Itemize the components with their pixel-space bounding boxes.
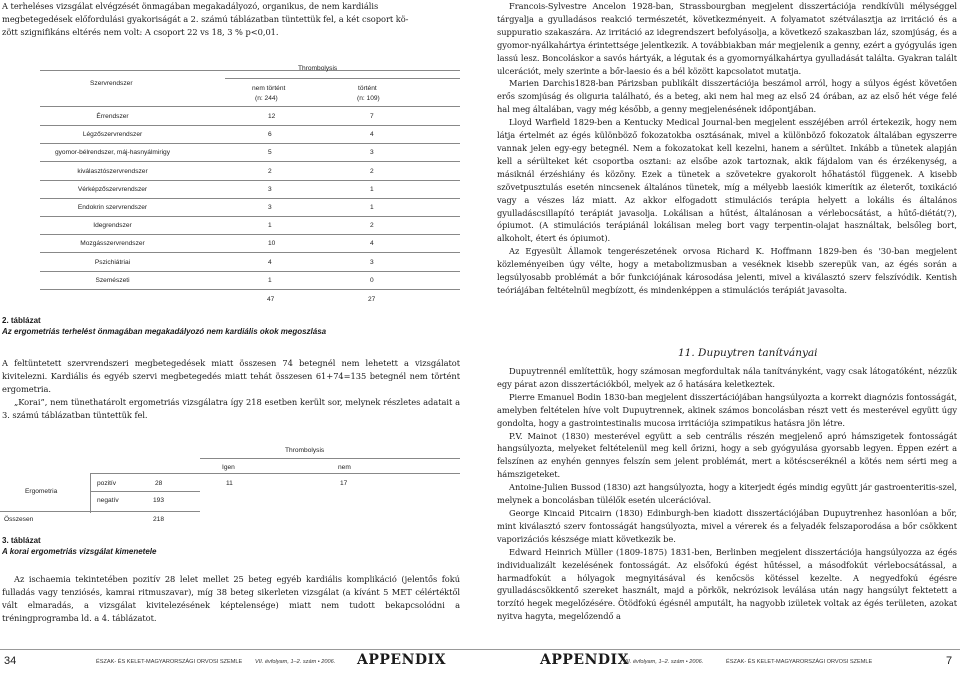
table2-row-not-done: 5 [268,149,272,157]
table2-row-rule [40,143,460,144]
page-number-right: 7 [946,655,953,667]
table2-row-label: Pszichiátriai [94,258,131,266]
table2-group-thrombolysis: Thrombolysis [298,65,338,72]
table2-row-not-done: 3 [268,185,272,193]
table2-row-not-done: 1 [268,276,272,284]
table3-col-no: nem [338,464,351,471]
table3-row-negative: negatív [97,497,119,504]
right-paragraph-8: Antoine-Julien Bussod (1830) azt hangsúlyozta, hogy a kiterjedt égés mindig együtt jár gastroenteritis-szel, melynek a boncolásban tülélők esetén ulcerációval. [497,482,957,506]
table2-row-label: Érrendszer [96,113,129,120]
footer-issue-right: VII. évfolyam, 1–2. szám • 2006. [623,659,704,665]
table2-row-label: Endokrin szervrendszer [77,204,148,211]
right-paragraph-2: Marien Darchis1828-ban Párizsban publikált disszertációja beszámol arról, hogy a súlyos égést követően erős szomjúság és oliguria található, és a beteg, aki nem hal meg az első 24 órában, az az első hét vége felé hal meg általában, vagy még később, a genny megjelenésének időpontjában. [497,78,957,115]
table2-row-rule [40,271,460,272]
table2-row-label: gyomor-bélrendszer, máj-hasnyálmirigy [54,149,171,157]
table2-row-done: 7 [370,113,374,120]
right-column-part-2 [497,365,957,623]
table2-row-label: kiválasztószervrendszer [77,167,148,175]
table2-row-rule [40,180,460,181]
table3-caption-number: 3. táblázat [2,536,41,545]
table3-pos-no: 17 [340,480,348,487]
footer-issue-left: VII. évfolyam, 1–2. szám • 2006. [255,659,336,665]
table2-row-done: 1 [370,185,374,193]
table-3 [0,440,460,532]
table2-col-not-done-n: (n: 244) [255,95,278,102]
table3-pos-total: 28 [155,480,163,487]
table2-row-rule [40,289,460,290]
table2-col-not-done: nem történt [252,85,286,92]
table2-row-done: 4 [370,240,374,248]
intro-paragraph [2,0,460,39]
table2-row-not-done: 1 [268,222,272,230]
table3-group-thrombolysis: Thrombolysis [285,447,325,454]
table2-col-system: Szervrendszer [90,80,133,87]
table3-caption-title: A korai ergometriás vizsgálat kimenetele [2,547,157,556]
middle-paragraph-2: „Korai”, nem tünethatárolt ergometriás vizsgálatra így 218 esetben került sor, melynek részletes adatait a 3. számú táblázatban tüntettük fel. [2,396,460,420]
table2-total-b: 27 [368,296,376,303]
table2-row-label: Légzőszervrendszer [82,131,143,139]
footer-journal-right: ÉSZAK- ÉS KELET-MAGYARORSZÁGI ORVOSI SZEMLE [726,659,873,665]
table3-col-yes: Igen [222,464,235,471]
table2-row-label: Vérképzőszervrendszer [77,185,148,193]
table2-row-done: 1 [370,204,374,211]
table2-row-rule [40,216,460,217]
table3-row-group: Ergometria [25,488,58,495]
intro-line-2: megbetegedések előfordulási gyakoriságát a 2. számú táblázatban tüntettük fel, a két csoport kö- [2,13,409,24]
intro-line-1: A terheléses vizsgálat elvégzését önmagában megakadályozó, organikus, de nem kardiális [2,1,379,11]
table2-row-done: 3 [370,258,374,266]
intro-line-3: zött szignifikáns eltérés nem volt: A csoport 22 vs 18, 3 % p<0,01. [2,26,279,37]
table2-row-rule [40,198,460,199]
table3-sum-label: Összesen [4,516,34,523]
table2-row-not-done: 3 [268,204,272,211]
table2-row-label: Szemészeti [95,276,130,284]
right-paragraph-5: Dupuytrennél említettük, hogy számosan megfordultak nála tanítványként, vagy csak látogatóként, nézzük egy párat azon disszertációkból, melyek az ő hatására keletkeztek. [497,366,957,389]
right-column-part-1 [497,0,957,297]
table2-row-not-done: 6 [268,131,272,139]
table2-row-rule [40,252,460,253]
right-paragraph-6: Pierre Emanuel Bodin 1830-ban megjelent disszertációjában hangsúlyozta a korrekt diagnózis fontosságát, amelyben feltételen híve volt Dupuytrennek, akinek számos boncolásban részt vett és mesterével együtt úgy gondolta, hogy a gastrointestinalis mucosa irritációja szimpatikus hatásra jön létre. [497,391,957,428]
table2-row-done: 3 [370,149,374,157]
table3-neg-total: 193 [153,497,165,504]
table2-row-not-done: 12 [268,113,276,120]
table2-total-a: 47 [267,296,275,303]
table2-row-done: 0 [370,276,374,284]
table2-row-rule [40,125,460,126]
table2-row-done: 2 [370,167,374,175]
table2-col-done-n: (n: 109) [357,95,380,102]
middle-paragraph-1: A feltüntetett szervrendszeri megbetegedések miatt összesen 74 betegnél nem lehetett a vizsgálatot kivitelezni. Kardiális és egyéb szervi megbetegedés miatt tehát összesen 61+74=135 betegnél nem történt ergometria. [2,358,460,394]
page-number-left: 34 [4,655,17,667]
appendix-logo-right: APPENDIX [540,652,629,668]
table2-col-done: történt [358,85,377,92]
table2-row-label: Mozgásszervrendszer [80,240,145,248]
section-heading: 11. Dupuytren tanítványai [678,347,818,359]
table2-row-done: 2 [370,222,374,230]
right-paragraph-10: Edward Heinrich Müller (1809-1875) 1831-ben, Berlinben megjelent disszertációja hangsúlyozza az égés individualizált kezelésének fontosságát. Az elsőfokú égést hűtéssel, a másodfokút vérlebocsátással, a harmadfokút a hólyagok megnyitásával és kenőcsös kötéssel kezelte. A negyedfokú égésre gyulladáscsökkentő szereket használt, majd a pörkök, nekrózisok leválása után nagy hangsúlyt fektetett a torzító hegek megelőzésére. Ötödfokú égésnél amputált, ha nagyobb izületek voltak az égés területen, azokat nyitva hagyta, megelőzendő a [497,546,957,622]
table2-caption-title: Az ergometriás terhelést önmagában megakadályozó nem kardiális okok megoszlása [2,327,327,336]
bottom-paragraph-text: Az ischaemia tekintetében pozitív 28 lelet mellet 25 beteg egyéb kardiális komplikáció (jelentős fokú fulladás vagy tenziósés, kamrai ritmuszavar), míg 38 beteg sikerleten vizsgálat (a kívánt 5 MET célértéktől vált elmaradás, a vizsgálat kivitelezésének képtelensége) miatt nem tudott bekapcsolódni a tréningprogramba ld. a 4. táblázatot. [2,574,460,623]
table3-row-positive: pozitív [97,480,117,487]
table3-pos-yes: 11 [226,480,233,487]
right-paragraph-9: George Kincaid Pitcairn (1830) Edinburgh-ben kiadott disszertációjában Dupuytrenhez hasonlóan a bőr, mint kiválasztó szerv fontosságát hangsúlyozta, mivel a vérerek és a felyadék felszaporodása a bőr csökkent vaporizációs készsége miatt következik be. [497,507,957,544]
table2-row-done: 4 [370,131,374,139]
footer-rule [0,649,960,650]
right-paragraph-4: Az Egyesült Államok tengerészetének orvosa Richard K. Hoffmann 1829-ben és '30-ban megjelent közleményeiben úgy vélte, hogy a metabolizmusban a veséknek kisebb szerepük van, az égés során a legsúlyosabb problémát a bőr funkciójának károsodása jelenti, mivel a kiválasztó szerv felszívódik. Kentish teóriájában feltételnül megbízott, és mindenképpen a stimulációs terápiát javasolta. [497,246,957,295]
right-paragraph-7: P.V. Mainot (1830) mesterével együtt a seb centrális részén megjelenő apró hámszigetek fontosságát hangsúlyozta, melyeket feltételenül meg kell őrizni, hogy a seb gyógyulása gyorsabb legyen. Éppen ezért a felszínen az enyhén gennyes felszín sem jelent problémát, mert a kötéscseréknél a kötés nem sérti meg a hámszigeteket. [497,430,957,480]
table2-row-not-done: 10 [268,240,276,248]
appendix-logo-left: APPENDIX [357,652,446,668]
table3-sum-total: 218 [153,516,165,523]
right-paragraph-3: Lloyd Warfield 1829-ben a Kentucky Medical Journal-ben megjelent esszéjében arról értekezik, hogy nem látja értelmét az égés különböző fokozatokba osztásának, mivel a különböző fokozatok általában egyszerre vannak jelen egy-egy betegnél. Nem a fokozatokat kell kezelni, hanem a sérültet. Inkább a tünetek alapján kell a sérülteket két csoportba osztani: az elsőbe azok tartoznak, akik fájdalom van és érzékenység, a másiknál érzéshiány és közöny. Ezek a tünetek a szövetekre gyakorolt hőhatástól függenek. A kisebb szövetpusztulás esetén nincsenek általános tünetek, míg a mélyebb laesiók kimerítik az életerőt, toxikáció vagy a vészes láz miatt. Az akkor elfogadott stimulációs terápia helyett a lokális és általános gyulladáscsillapító terápiát javasolja. Lokálisan a hűtést, általánosan a vérlebocsátást, a hűtő-diétát(?), ópiumot. (A stimulációs terápiánál lokálisan meleg bort vagy terpentin-olajat használtak, belsőleg bort, alkoholt, étert és ópiumot). [497,117,957,244]
table2-row-not-done: 2 [268,167,272,175]
table2-row-label: Idegrendszer [93,222,132,230]
table2-row-rule [40,161,460,162]
footer-journal-left: ÉSZAK- ÉS KELET-MAGYARORSZÁGI ORVOSI SZEMLE [96,659,243,665]
table2-row-not-done: 4 [268,258,272,266]
table2-row-rule [40,234,460,235]
bottom-paragraph [2,573,460,625]
right-paragraph-1: Francois-Sylvestre Ancelon 1928-ban, Strassbourgban megjelent disszertációja rendkívüli mélységgel tárgyalja a gyulladásos reakció természetét, következményeit. A folyamatot szétválasztja az irritáció és a suppuratio szakaszára. Az irritáció az idegrendszert befolyásolja, a következő szakaszban láz, szomjúság, és a gyomor-nyálkahártya érintettsége jelentkezik. A továbbiakban már megjelenik a genny, ezért a gyógyulás igen lassú lesz. Boncoláskor a savós hártyák, a légutak és a gyomornyálkahártya gyulladását találta. Gyakran talált ulcerációt, mely szerinte a bőr-laesio és a bél között kapcsolatot mutatja. [497,1,957,76]
table-2 [0,55,460,310]
middle-paragraphs [2,357,460,422]
table2-caption-number: 2. táblázat [2,316,41,325]
